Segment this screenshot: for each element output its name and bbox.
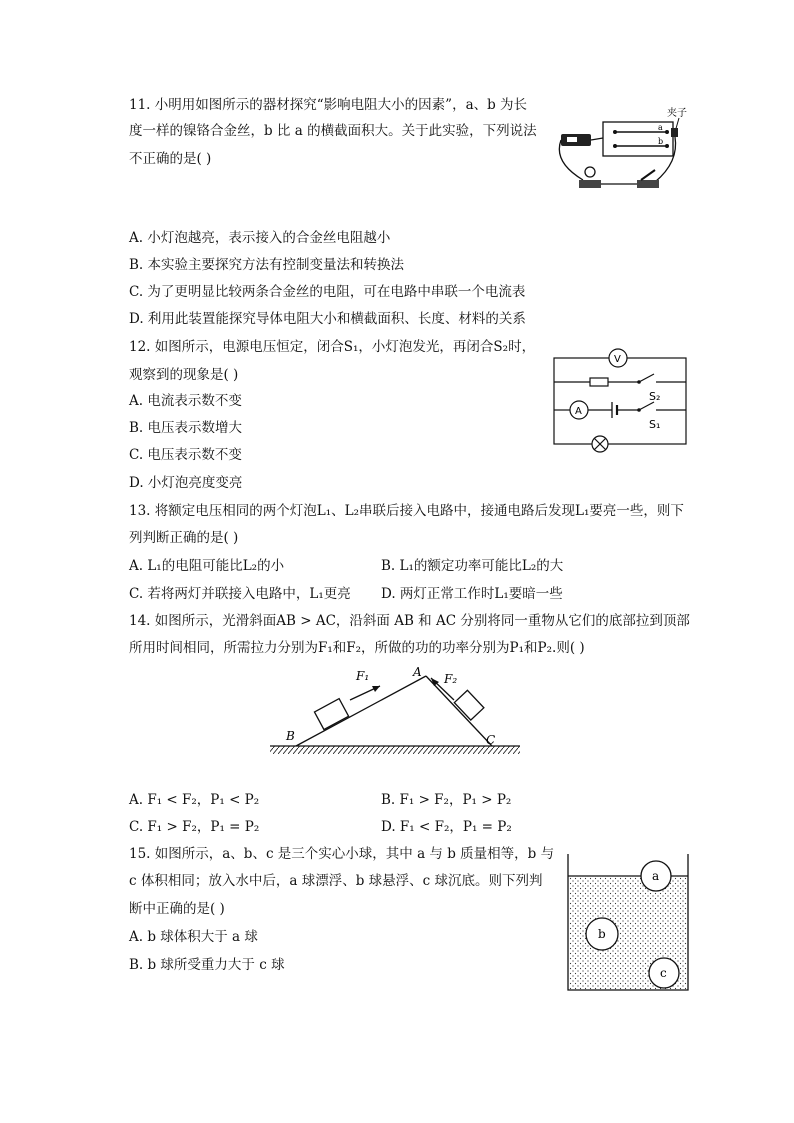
q14-label-B: B xyxy=(286,729,295,743)
q12-stem-line1: 12. 如图所示，电源电压恒定，闭合S₁，小灯泡发光，再闭合S₂时， xyxy=(129,339,536,355)
q11-bulb xyxy=(585,167,595,177)
q13-stem-line2: 列判断正确的是( ) xyxy=(129,530,239,546)
q14-stem-line1: 14. 如图所示，光滑斜面AB > AC，沿斜面 AB 和 AC 分别将同一重物从它们的底部拉到顶部 xyxy=(129,613,690,629)
q14-label-A: A xyxy=(413,665,422,679)
q13-option-a: A. L₁的电阻可能比L₂的小 xyxy=(129,558,285,574)
q14-option-a: A. F₁ < F₂，P₁ < P₂ xyxy=(129,792,260,808)
q14-option-b: B. F₁ > F₂，P₁ > P₂ xyxy=(381,792,512,808)
q11-switch-lever xyxy=(641,170,655,180)
q12-option-d: D. 小灯泡亮度变亮 xyxy=(129,475,243,491)
q12-label-A: A xyxy=(575,406,582,417)
q14-incline-figure xyxy=(268,664,523,760)
q13-option-b: B. L₁的额定功率可能比L₂的大 xyxy=(381,558,564,574)
q15-option-b: B. b 球所受重力大于 c 球 xyxy=(129,957,285,973)
q11-option-c: C. 为了更明显比较两条合金丝的电阻，可在电路中串联一个电流表 xyxy=(129,284,526,300)
q14-block-1 xyxy=(314,699,348,730)
q15-label-c: c xyxy=(660,966,667,980)
q11-label-b: b xyxy=(658,137,664,146)
q11-label-clip: 夹子 xyxy=(667,108,687,119)
q12-label-V: V xyxy=(614,354,621,365)
q11-option-b: B. 本实验主要探究方法有控制变量法和转换法 xyxy=(129,257,405,273)
q11-switch-base xyxy=(637,180,659,188)
q15-beaker-figure xyxy=(564,852,692,994)
q12-switch-s1 xyxy=(639,402,654,410)
q15-label-a: a xyxy=(652,869,660,883)
q12-outer-loop xyxy=(554,358,686,444)
q14-option-c: C. F₁ > F₂，P₁ = P₂ xyxy=(129,819,260,835)
q11-stem-line3: 不正确的是( ) xyxy=(129,151,212,167)
q12-stem-line2: 观察到的现象是( ) xyxy=(129,367,239,383)
q12-option-a: A. 电流表示数不变 xyxy=(129,393,242,409)
q13-stem-line1: 13. 将额定电压相同的两个灯泡L₁、L₂串联后接入电路中，接通电路后发现L₁要亮一些，则下 xyxy=(129,503,684,519)
q11-stem-line1: 11. 小明用如图所示的器材探究“影响电阻大小的因素”，a、b 为长 xyxy=(129,97,528,113)
q11-label-a: a xyxy=(658,123,663,132)
q12-label-S2: S₂ xyxy=(649,390,661,403)
q11-option-d: D. 利用此装置能探究导体电阻大小和横截面积、长度、材料的关系 xyxy=(129,311,526,327)
q11-option-a: A. 小灯泡越亮，表示接入的合金丝电阻越小 xyxy=(129,230,391,246)
q11-stem-line2: 度一样的镍铬合金丝，b 比 a 的横截面积大。关于此实验，下列说法 xyxy=(129,123,537,139)
q14-slope-AC xyxy=(426,676,492,746)
q15-stem-line3: 断中正确的是( ) xyxy=(129,901,225,917)
q12-circuit-figure xyxy=(550,344,690,462)
q15-stem-line2: c 体积相同；放入水中后，a 球漂浮、b 球悬浮、c 球沉底。则下列判 xyxy=(129,873,543,889)
q14-label-F1: F₁ xyxy=(356,669,370,683)
q14-ground-hatch xyxy=(270,746,520,754)
q14-option-d: D. F₁ < F₂，P₁ = P₂ xyxy=(381,819,512,835)
q14-label-F2: F₂ xyxy=(444,672,458,686)
q13-option-c: C. 若将两灯并联接入电路中，L₁更亮 xyxy=(129,586,351,602)
q15-option-a: A. b 球体积大于 a 球 xyxy=(129,929,258,945)
q12-resistor xyxy=(590,378,608,386)
q11-circuit-figure xyxy=(555,102,705,198)
q14-label-C: C xyxy=(486,733,496,747)
q14-block-2 xyxy=(454,690,484,720)
q14-stem-line2: 所用时间相同，所需拉力分别为F₁和F₂，所做的功的功率分别为P₁和P₂.则( ) xyxy=(129,640,585,656)
q12-switch-s2 xyxy=(639,374,654,382)
q11-bulb-base xyxy=(579,180,601,188)
q12-label-S1: S₁ xyxy=(649,418,661,431)
q13-option-d: D. 两灯正常工作时L₁要暗一些 xyxy=(381,586,563,602)
q12-option-c: C. 电压表示数不变 xyxy=(129,447,242,463)
q15-label-b: b xyxy=(598,927,606,941)
q15-stem-line1: 15. 如图所示，a、b、c 是三个实心小球，其中 a 与 b 质量相等，b 与 xyxy=(129,846,555,862)
q11-clip xyxy=(671,128,678,137)
q12-option-b: B. 电压表示数增大 xyxy=(129,420,243,436)
